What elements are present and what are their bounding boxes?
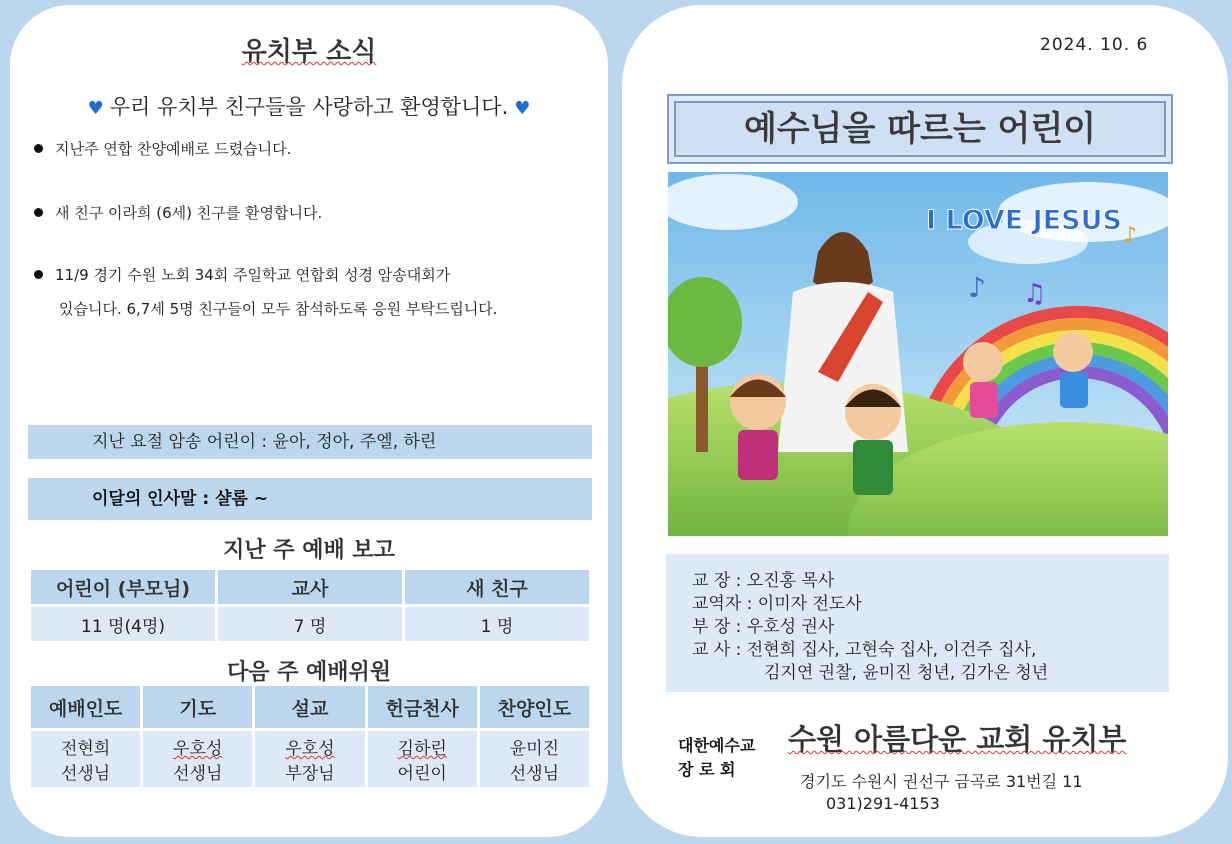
banner-title: 예수님을 따르는 어린이 — [743, 109, 1097, 149]
date: 2024. 10. 6 — [1040, 35, 1149, 55]
memory-verse-text: 지난 요절 암송 어린이 : 윤아, 정아, 주엘, 하린 — [92, 432, 437, 452]
next-name: 윤미진 — [509, 739, 560, 759]
report-header: 교사 — [218, 570, 402, 604]
next-name: 김하린 — [397, 739, 447, 759]
next-cell — [143, 731, 252, 787]
next-name: 우호성 — [173, 739, 223, 759]
greeting-text: 이달의 인사말 : 샬롬 ~ — [92, 489, 269, 509]
report-value: 7 명 — [218, 607, 402, 641]
report-value: 11 명(4명) — [31, 607, 215, 641]
news-item — [34, 138, 291, 159]
staff-line: 교 사 : 전현희 집사, 고현숙 집사, 이건주 집사, — [692, 640, 1037, 660]
greeting-bar — [28, 478, 592, 520]
bullet-icon — [34, 144, 43, 153]
next-header: 예배인도 — [31, 686, 140, 728]
next-role: 선생님 — [173, 764, 223, 784]
next-name: 우호성 — [285, 739, 335, 759]
staff-line: 부 장 : 우호성 권사 — [692, 617, 835, 637]
bullet-icon — [34, 208, 43, 217]
staff-line: 김지연 권찰, 윤미진 청년, 김가온 청년 — [764, 663, 1049, 683]
next-week-title: 다음 주 예배위원 — [226, 660, 392, 685]
news-text: 11/9 경기 수원 노회 34회 주일학교 연합회 성경 암송대회가 — [55, 266, 451, 284]
next-header: 설교 — [255, 686, 364, 728]
report-header: 새 친구 — [405, 570, 589, 604]
next-cell — [255, 731, 364, 787]
svg-text:♪: ♪ — [968, 271, 986, 304]
left-panel — [10, 5, 608, 837]
next-header: 기도 — [143, 686, 252, 728]
memory-verse-bar — [28, 425, 592, 459]
next-role: 부장님 — [285, 764, 335, 784]
jesus-children-illustration — [668, 172, 1168, 536]
next-header: 찬양인도 — [480, 686, 589, 728]
welcome-text: 우리 유치부 친구들을 사랑하고 환영합니다. — [109, 95, 509, 119]
news-text: 새 친구 이라희 (6세) 친구를 환영합니다. — [55, 204, 323, 222]
news-item — [34, 202, 322, 223]
staff-box — [666, 554, 1169, 692]
staff-line: 교 장 : 오진홍 목사 — [692, 571, 835, 591]
report-header: 어린이 (부모님) — [31, 570, 215, 604]
staff-line: 교역자 : 이미자 전도사 — [692, 594, 862, 614]
next-name: 전현희 — [60, 739, 111, 759]
report-value: 1 명 — [405, 607, 589, 641]
news-title: 유치부 소식 — [241, 37, 377, 67]
bullet-icon — [34, 270, 43, 279]
heart-icon: ♥ — [514, 98, 531, 119]
next-week-table — [28, 683, 592, 790]
next-header: 헌금천사 — [368, 686, 477, 728]
heart-icon: ♥ — [87, 98, 104, 119]
welcome-line — [10, 91, 608, 121]
next-cell — [31, 731, 140, 787]
report-table — [28, 567, 592, 644]
denomination-line: 대한예수교 — [678, 736, 756, 755]
news-item — [34, 264, 498, 319]
next-role: 어린이 — [397, 764, 447, 784]
denomination-line: 장 로 회 — [678, 760, 736, 779]
image-caption: I LOVE JESUS — [926, 205, 1122, 236]
news-text: 지난주 연합 찬양예배로 드렸습니다. — [55, 140, 292, 158]
news-text: 있습니다. 6,7세 5명 친구들이 모두 참석하도록 응원 부탁드립니다. — [59, 300, 498, 318]
church-name: 수원 아름다운 교회 유치부 — [788, 722, 1127, 756]
phone: 031)291-4153 — [826, 794, 940, 813]
svg-text:♫: ♫ — [1023, 279, 1047, 309]
right-panel — [622, 5, 1228, 837]
svg-text:♪: ♪ — [1123, 223, 1138, 248]
report-title: 지난 주 예배 보고 — [223, 538, 395, 563]
next-cell — [480, 731, 589, 787]
address: 경기도 수원시 권선구 금곡로 31번길 11 — [800, 772, 1083, 791]
next-role: 선생님 — [60, 764, 111, 784]
title-banner — [667, 94, 1173, 164]
next-role: 선생님 — [509, 764, 560, 784]
denomination — [678, 734, 755, 782]
next-cell — [368, 731, 477, 787]
